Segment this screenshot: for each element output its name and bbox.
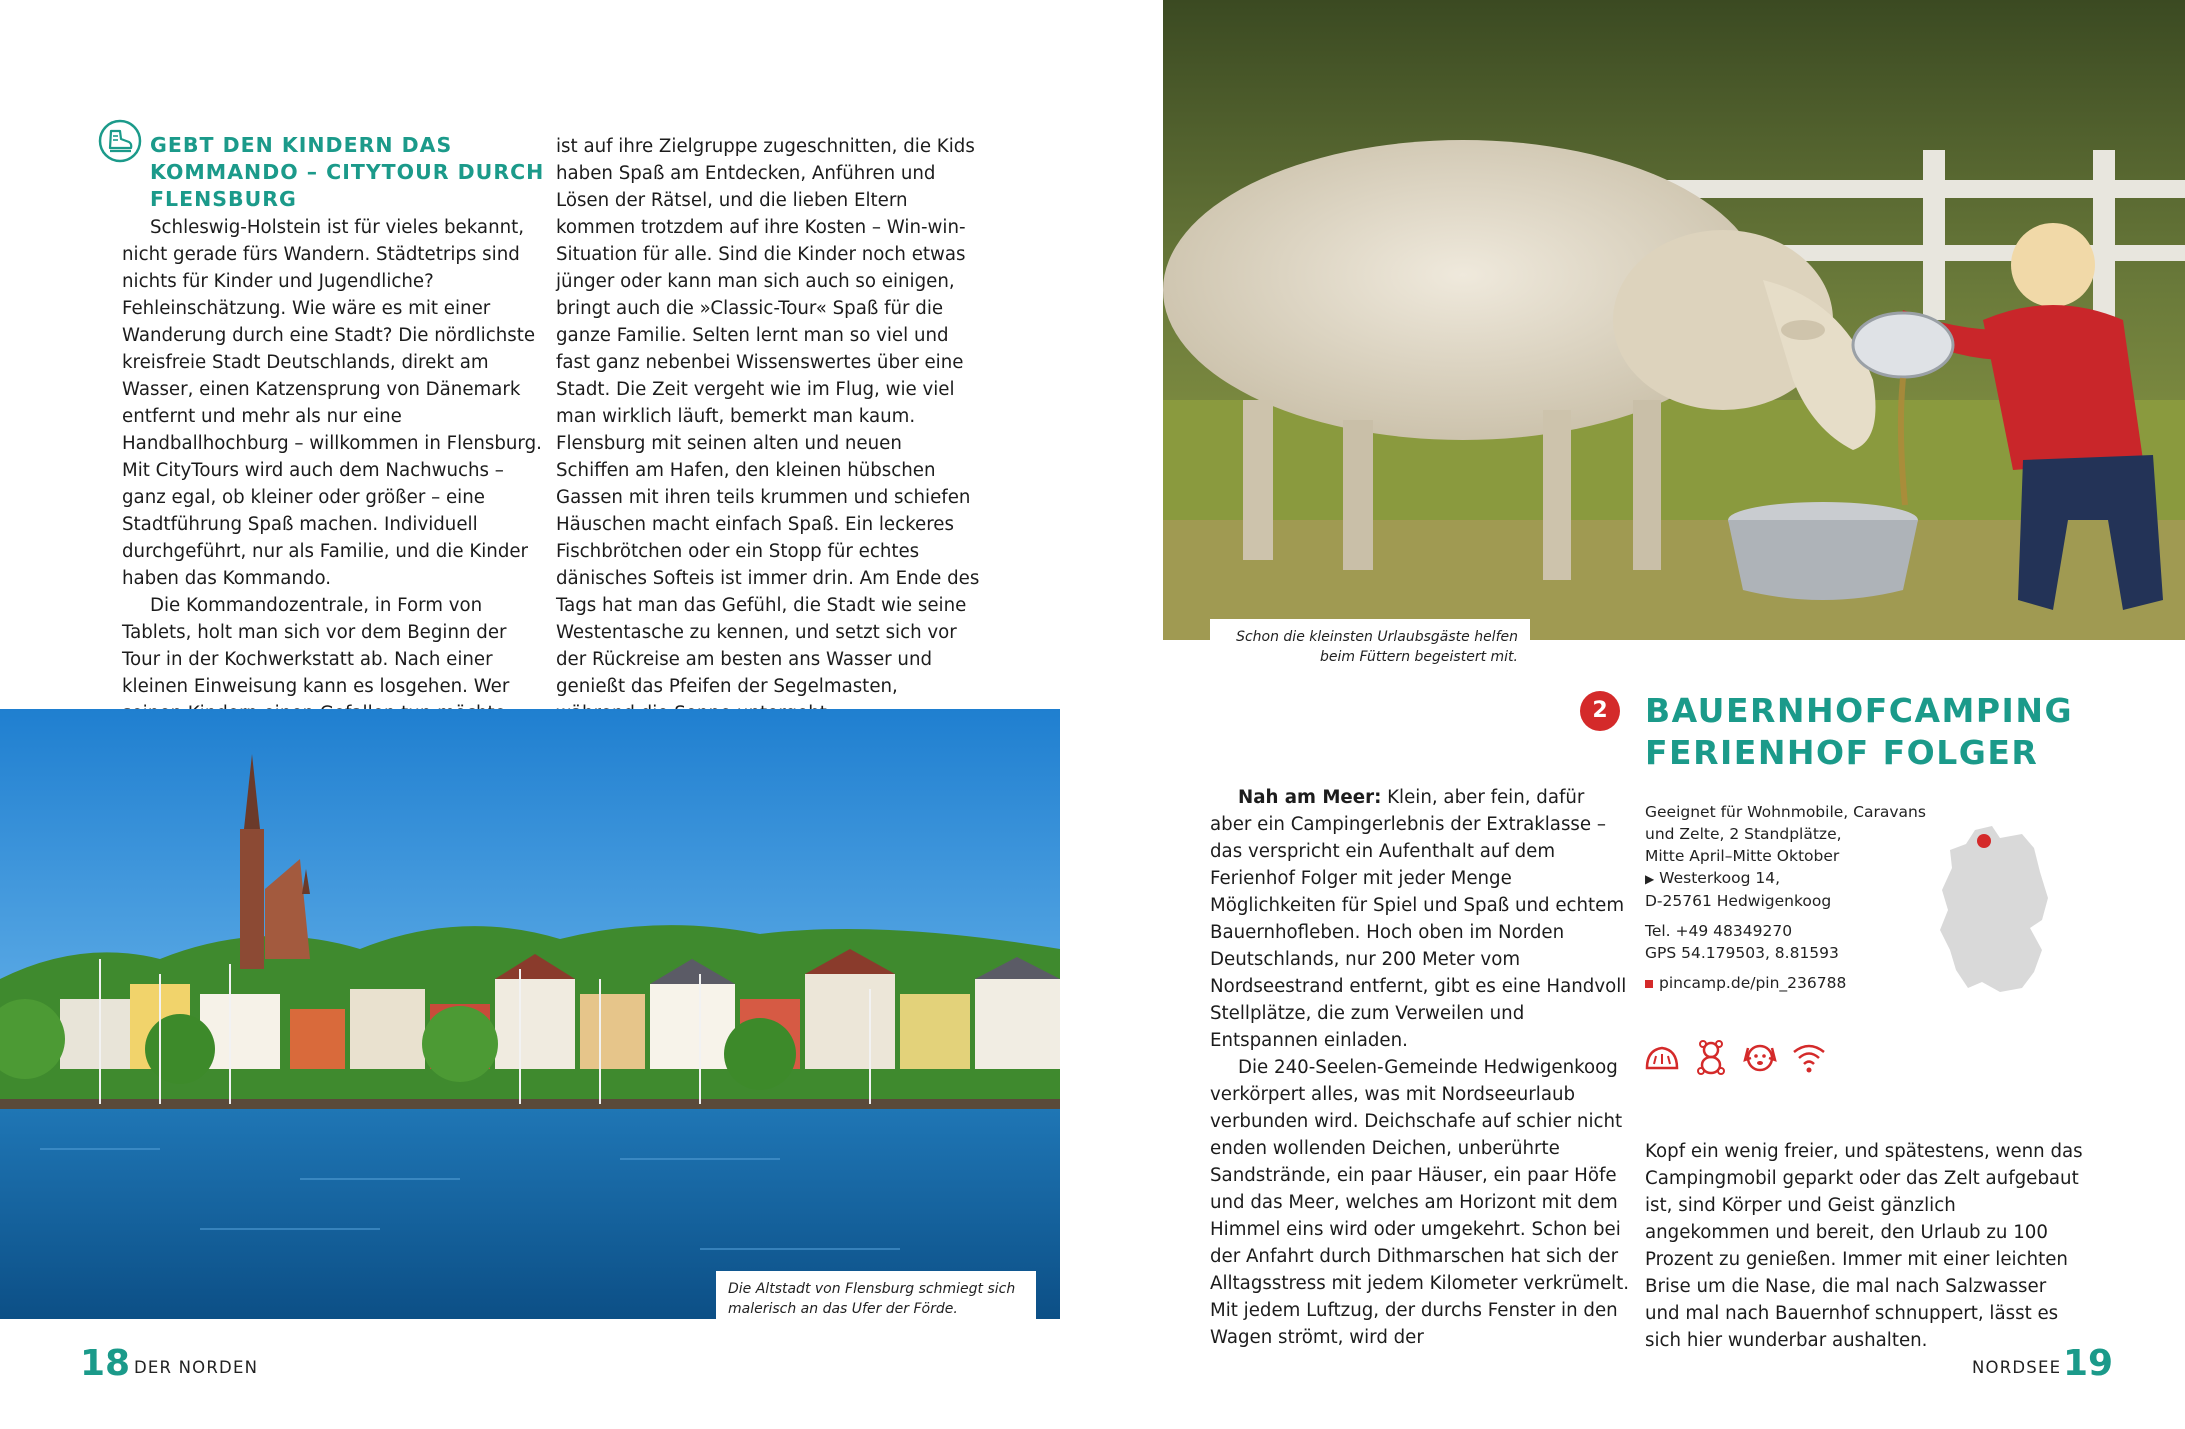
wifi-icon <box>1790 1038 1828 1076</box>
page-number-left: 18 <box>80 1343 131 1384</box>
gps-line: GPS 54.179503, 8.81593 <box>1645 944 1839 962</box>
entry-number: 2 <box>1592 698 1608 723</box>
bread-icon <box>1643 1038 1681 1076</box>
phone-line: Tel. +49 48349270 <box>1645 922 1793 940</box>
teddy-bear-icon <box>1692 1038 1730 1076</box>
pincamp-link-row[interactable] <box>1645 972 1945 994</box>
pincamp-link[interactable]: pincamp.de/pin_236788 <box>1659 974 1847 992</box>
left-column-1 <box>122 214 542 754</box>
flensburg-harbour-photo <box>0 709 1060 1319</box>
harbour-photo-caption: Die Altstadt von Flensburg schmiegt sich malerisch an das Ufer der Förde. <box>716 1271 1036 1329</box>
campsite-title-line2: FERIENHOF FOLGER <box>1645 733 2039 772</box>
dog-icon <box>1741 1038 1779 1076</box>
info-line: und Zelte, 2 Standplätze, <box>1645 825 1842 843</box>
info-line: Westerkoog 14, <box>1659 869 1780 887</box>
page-number-right: 19 <box>2063 1343 2114 1384</box>
lead-label: Nah am Meer: <box>1238 787 1382 808</box>
right-column-2 <box>1645 1138 2085 1354</box>
germany-locator-map <box>1930 820 2070 1000</box>
sheep-feeding-photo <box>1163 0 2185 640</box>
paragraph: Die Kommandozentrale, in Form von Tablets, holt man sich vor dem Beginn der Tour in der Kochwerkstatt ab. Nach einer kleinen Einweisung kann es losgehen. Wer <box>122 595 510 697</box>
running-head-left: DER NORDEN <box>134 1358 259 1377</box>
paragraph: Kopf ein wenig freier, und spätestens, wenn das Campingmobil geparkt oder das Zelt aufgebaut ist, sind Körper und Geist gänzlich angekommen und bereit, den Urlaub zu 100 Prozent zu genießen. Immer mit einer leichten Brise um die Nase, die mal nach Salzwasser und mal nach Bauernhof schnuppert, lässt es sich hier wunderbar aushalten. <box>1645 1141 2083 1351</box>
address-marker-icon: ▶ <box>1645 872 1655 886</box>
paragraph: Die 240-Seelen-Gemeinde Hedwigenkoog verkörpert alles, was mit Nordseeurlaub verbunden wird. Deichschafe auf schier nicht enden wollenden Deichen, unberührte Sandstrände, ein paar Häuser, ein paar Höfe und das Meer, welches am Horizont mit dem Himmel eins wird oder umgekehrt. Schon bei der Anfahrt durch Dithmarschen hat sich der Alltagsstress mit jedem Kilometer verkrümelt. Mit jedem Luftzug, der durchs Fenster in den Wagen strömt, wird der <box>1210 1057 1630 1348</box>
location-dot <box>1977 834 1991 848</box>
right-column-1 <box>1210 784 1630 1351</box>
sheep-photo-caption: Schon die kleinsten Urlaubsgäste helfen beim Füttern begeistert mit. <box>1210 619 1530 675</box>
campsite-info <box>1645 801 1945 994</box>
paragraph: ist auf ihre Zielgruppe zugeschnitten, die Kids haben Spaß am Entdecken, Anführen und Lösen der Rätsel, und die lieben Eltern kommen trotzdem auf ihre Kosten – Win-win-Situation für alle. Sind die Kinder noch etwas jünger oder kann man sich auch so einigen, bringt auch die »Classic-Tour« Spaß für die ganze Familie. Selten lernt man so viel und fast ganz nebenbei Wissenswertes über eine Stadt. Die Zeit vergeht wie im Flug, wie viel man wirklich läuft, bemerkt man kaum. Flensburg mit seinen alten und neuen Schiffen am Hafen, den kleinen hübschen Gassen mit ihren teils krummen und schiefen Häuschen macht einfach Spaß. Ein leckeres Fischbrötchen oder ein Stopp für echtes dänisches Softeis ist immer drin. Am Ende des Tags hat man das Gefühl, die Stadt wie seine Westentasche zu kennen, und setzt sich vor der Rückreise am besten ans Wasser und genießt das Pfeifen der Segelmasten, <box>556 136 980 697</box>
entry-number-badge <box>1580 691 1620 731</box>
paragraph <box>1210 784 1630 1054</box>
campsite-title-line1: BAUERNHOFCAMPING <box>1645 691 2074 730</box>
info-line: Mitte April–Mitte Oktober <box>1645 847 1840 865</box>
running-head-right: NORDSEE <box>1972 1358 2062 1377</box>
lead-text: Klein, aber fein, dafür aber ein Campingerlebnis der Extraklasse – das verspricht ein Aufenthalt auf dem Ferienhof Folger mit jeder Menge Möglichkeiten für Spiel und Spaß und echtem Bauernhofleben. Hoch oben im Norden Deutschlands, nur 200 Meter vom Nordseestrand entfernt, gibt es eine Handvoll Stellplätze, die zum Verweilen und Entspannen einladen. <box>1210 787 1627 1051</box>
info-line: Geeignet für Wohnmobile, Caravans <box>1645 803 1926 821</box>
left-column-2 <box>556 133 980 754</box>
tip-title: GEBT DEN KINDERN DAS KOMMANDO – CITYTOUR DURCH FLENSBURG <box>150 133 545 211</box>
amenity-icons <box>1643 1038 1828 1080</box>
info-line: D-25761 Hedwigenkoog <box>1645 892 1832 910</box>
hiking-boot-icon <box>98 119 142 163</box>
address-line <box>1645 867 1945 890</box>
paragraph: Schleswig-Holstein ist für vieles bekannt, nicht gerade fürs Wandern. Städtetrips sind nichts für Kinder und Jugendliche? Fehleinschätzung. Wie wäre es mit einer Wanderung durch eine Stadt? Die nördlichste kreisfreie Stadt Deutschlands, direkt am Wasser, einen Katzensprung von Dänemark entfernt und mehr als nur eine Handballhochburg – willkommen in Flensburg. Mit CityTours wird auch dem Nachwuchs – ganz egal, ob kleiner oder größer – eine Stadtführung Spaß machen. Individuell durchgeführt, nur als Familie, und die Kinder haben das Kommando. <box>122 217 542 589</box>
square-bullet-icon <box>1645 980 1653 988</box>
campsite-title <box>1645 690 2073 774</box>
